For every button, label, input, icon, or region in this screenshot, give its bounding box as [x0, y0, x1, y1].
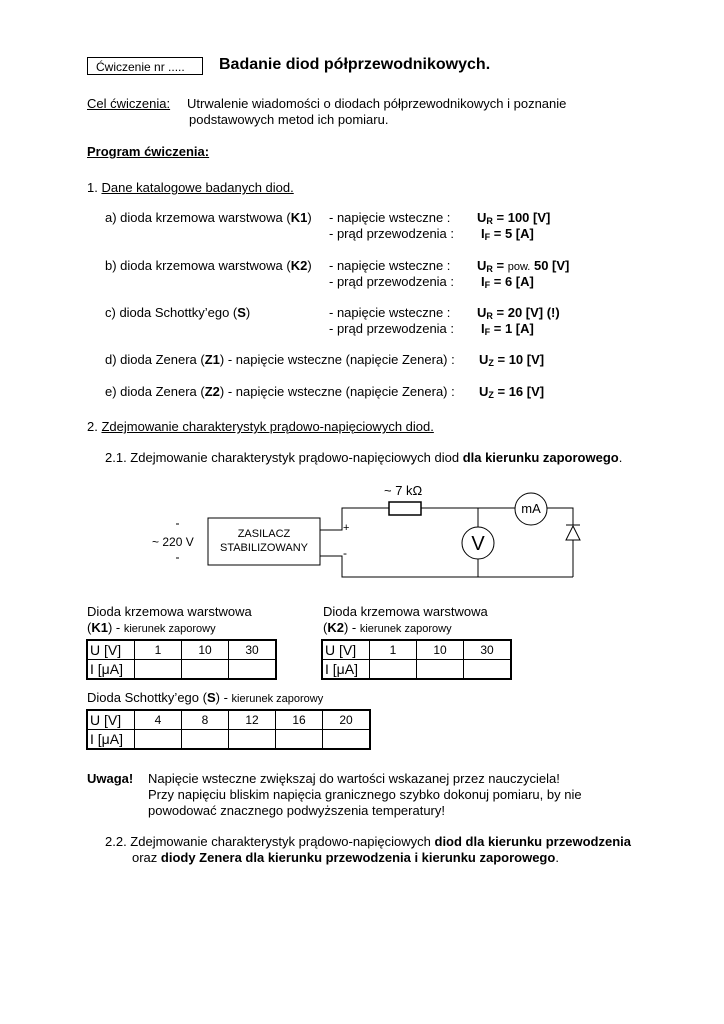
minus-terminal-label: - [343, 546, 347, 560]
diode-c-suffix: ) [245, 305, 251, 320]
diode-b-prefix: b) dioda krzemowa warstwowa ( [105, 258, 291, 273]
goal-line-2: podstawowych metod ich pomiaru. [189, 112, 389, 127]
subsection-2-2-end: . [555, 850, 559, 865]
program-heading: Program ćwiczenia: [87, 144, 210, 159]
table-s-i-2[interactable] [182, 730, 229, 750]
table-s-title-text: Dioda Schottky’ego ( [87, 690, 207, 705]
table-row [87, 660, 276, 680]
table-s-u-head: U [V] [87, 710, 135, 730]
diode-a-param-2: - prąd przewodzenia : [329, 226, 455, 241]
table-k1-dash: ) - [107, 620, 124, 635]
page-title: Badanie diod półprzewodnikowych. [219, 56, 491, 73]
table-s-title [87, 690, 323, 707]
table-k1-title: Dioda krzemowa warstwowa [87, 604, 252, 619]
table-k2-i-1[interactable] [370, 660, 417, 680]
table-s-i-5[interactable] [323, 730, 371, 750]
table-s-u-5: 20 [323, 710, 371, 730]
table-s-u-4: 16 [276, 710, 323, 730]
diode-a-v1-eq: = [492, 210, 508, 225]
section-1-title: Dane katalogowe badanych diod. [101, 180, 294, 195]
table-k1 [86, 639, 277, 680]
diode-c-v1-symbol: U [477, 305, 487, 320]
diode-e-v-symbol: U [479, 384, 489, 399]
table-s-u-1: 4 [135, 710, 182, 730]
ammeter-label: mA [521, 501, 541, 516]
goal-label: Cel ćwiczenia: [87, 96, 171, 111]
section-2-number: 2. [87, 419, 98, 434]
subsection-2-2-text: 2.2. Zdejmowanie charakterystyk prądowo-napięciowych [105, 834, 435, 849]
diode-c-v2-symbol: I [481, 321, 485, 336]
table-s-i-3[interactable] [229, 730, 276, 750]
resistor [389, 502, 421, 515]
table-row [322, 640, 511, 660]
diode-a-v1-val: 100 [V] [507, 210, 551, 225]
table-k1-subtitle [87, 620, 216, 637]
table-k1-u-2: 10 [182, 640, 229, 660]
exercise-number-box: Ćwiczenie nr ..... [87, 57, 203, 75]
table-k1-paren: ( [87, 620, 92, 635]
diode-b-v1-symbol: U [477, 258, 487, 273]
table-s [86, 709, 371, 750]
table-k2-i-2[interactable] [417, 660, 464, 680]
diode-b-param-2: - prąd przewodzenia : [329, 274, 455, 289]
table-k1-u-3: 30 [229, 640, 277, 660]
table-k2-subtitle [323, 620, 452, 637]
table-s-dash: ) - [215, 690, 232, 705]
diode-a-param-1: - napięcie wsteczne : [329, 210, 451, 225]
subsection-2-2-bold-1: diod dla kierunku przewodzenia [434, 834, 631, 849]
table-k2-u-head: U [V] [322, 640, 370, 660]
subsection-2-2-line-2 [132, 850, 559, 866]
diode-b-v2-symbol: I [481, 274, 485, 289]
diode-symbol [566, 526, 580, 540]
diode-e-prefix: e) dioda Zenera ( [105, 384, 205, 399]
diode-d-v-sub: Z [488, 358, 494, 368]
table-k2-u-2: 10 [417, 640, 464, 660]
diode-e-suffix: ) - napięcie wsteczne (napięcie Zenera) : [219, 384, 455, 399]
table-s-code: S [206, 690, 216, 705]
table-row [87, 640, 276, 660]
table-s-i-1[interactable] [135, 730, 182, 750]
table-k1-u-head: U [V] [87, 640, 135, 660]
diode-a-v2-symbol: I [481, 226, 485, 241]
table-s-u-3: 12 [229, 710, 276, 730]
diode-d-v-val: = 10 [V] [493, 352, 545, 367]
diode-a-v1-sub: R [486, 216, 493, 226]
subsection-2-2-pre: oraz [132, 850, 161, 865]
table-k2-direction: kierunek zaporowy [359, 623, 452, 635]
supply-label-line-1: ZASILACZ [237, 528, 291, 540]
table-k2-i-head: I [μA] [322, 660, 370, 680]
wire-top-left [320, 508, 389, 530]
note-label: Uwaga! [87, 771, 134, 786]
diode-a-v1-symbol: U [477, 210, 487, 225]
diode-b-v1-eq: = [492, 258, 508, 273]
diode-b-v2-sub: F [484, 280, 491, 290]
plus-terminal-label: + [343, 522, 350, 534]
wire-bottom [320, 556, 573, 577]
diode-c-v1-val: 20 [V] (!) [507, 305, 560, 320]
diode-d-code: Z1 [204, 352, 220, 367]
diode-d-prefix: d) dioda Zenera ( [105, 352, 205, 367]
wire-to-diode [547, 508, 573, 519]
diode-d-v-symbol: U [479, 352, 489, 367]
table-k1-i-head: I [μA] [87, 660, 135, 680]
subsection-2-1-bold: dla kierunku zaporowego [462, 450, 619, 465]
diode-c-v2-sub: F [484, 327, 491, 337]
supply-label-line-2: STABILIZOWANY [219, 542, 308, 554]
goal-line-1: Utrwalenie wiadomości o diodach półprzewodnikowych i poznanie [187, 96, 567, 111]
section-2-title: Zdejmowanie charakterystyk prądowo-napięciowych diod. [101, 419, 434, 434]
diode-a-prefix: a) dioda krzemowa warstwowa ( [105, 210, 291, 225]
section-1-number: 1. [87, 180, 98, 195]
table-k1-i-2[interactable] [182, 660, 229, 680]
subsection-2-2-bold-2: diody Zenera dla kierunku przewodzenia i kierunku zaporowego [160, 850, 556, 865]
diode-c-param-2: - prąd przewodzenia : [329, 321, 455, 336]
table-k2-paren: ( [323, 620, 328, 635]
diode-b-param-1: - napięcie wsteczne : [329, 258, 451, 273]
table-k2-u-1: 1 [370, 640, 417, 660]
table-k1-i-1[interactable] [135, 660, 182, 680]
table-row [322, 660, 511, 680]
subsection-2-1-text: 2.1. Zdejmowanie charakterystyk prądowo-napięciowych diod [105, 450, 463, 465]
diode-a-v2-val: = 5 [A] [490, 226, 534, 241]
diode-b-v1-sub: R [486, 264, 493, 274]
table-s-u-2: 8 [182, 710, 229, 730]
resistor-label: ~ 7 kΩ [384, 483, 423, 498]
table-k2-code: K2 [327, 620, 344, 635]
table-s-i-4[interactable] [276, 730, 323, 750]
table-k1-direction: kierunek zaporowy [123, 623, 216, 635]
table-row [87, 710, 370, 730]
diode-c-param-1: - napięcie wsteczne : [329, 305, 451, 320]
note-line-2: Przy napięciu bliskim napięcia granicznego szybko dokonuj pomiaru, by nie [148, 787, 582, 802]
diode-c-v2-val: = 1 [A] [490, 321, 534, 336]
diode-b-v1-pow: pow. [507, 261, 531, 273]
diode-c-prefix: c) dioda Schottky’ego ( [105, 305, 238, 320]
voltmeter-label: V [471, 533, 485, 555]
table-row [87, 730, 370, 750]
table-k2-dash: ) - [343, 620, 360, 635]
diode-b-code: K2 [290, 258, 308, 273]
table-k1-i-3[interactable] [229, 660, 277, 680]
note-line-3: powodować znacznego podwyższenia temperatury! [148, 803, 446, 818]
diode-b-v2-val: = 6 [A] [490, 274, 534, 289]
table-k1-code: K1 [91, 620, 108, 635]
table-k2-title: Dioda krzemowa warstwowa [323, 604, 488, 619]
subsection-2-2-line-1 [105, 834, 631, 850]
diode-a-code: K1 [290, 210, 308, 225]
diode-b-suffix: ) [307, 258, 312, 273]
table-s-i-head: I [μA] [87, 730, 135, 750]
table-s-direction: kierunek zaporowy [231, 693, 324, 705]
diode-d-suffix: ) - napięcie wsteczne (napięcie Zenera) : [219, 352, 455, 367]
table-k2 [321, 639, 512, 680]
diode-c-v1-sub: R [486, 311, 493, 321]
subsection-2-1-end: . [618, 450, 623, 465]
diode-b-v1-val: 50 [V] [530, 258, 570, 273]
table-k2-i-3[interactable] [464, 660, 512, 680]
table-k1-u-1: 1 [135, 640, 182, 660]
diode-e-v-sub: Z [488, 390, 494, 400]
diode-e-v-val: = 16 [V] [493, 384, 545, 399]
diode-a-v2-sub: F [484, 232, 491, 242]
note-line-1: Napięcie wsteczne zwiększaj do wartości wskazanej przez nauczyciela! [148, 771, 560, 786]
diode-c-code: S [237, 305, 246, 320]
mains-voltage-label: ~ 220 V [152, 535, 194, 549]
diode-c-v1-eq: = [492, 305, 508, 320]
diode-a-suffix: ) [307, 210, 312, 225]
diode-e-code: Z2 [204, 384, 220, 399]
table-k2-u-3: 30 [464, 640, 512, 660]
